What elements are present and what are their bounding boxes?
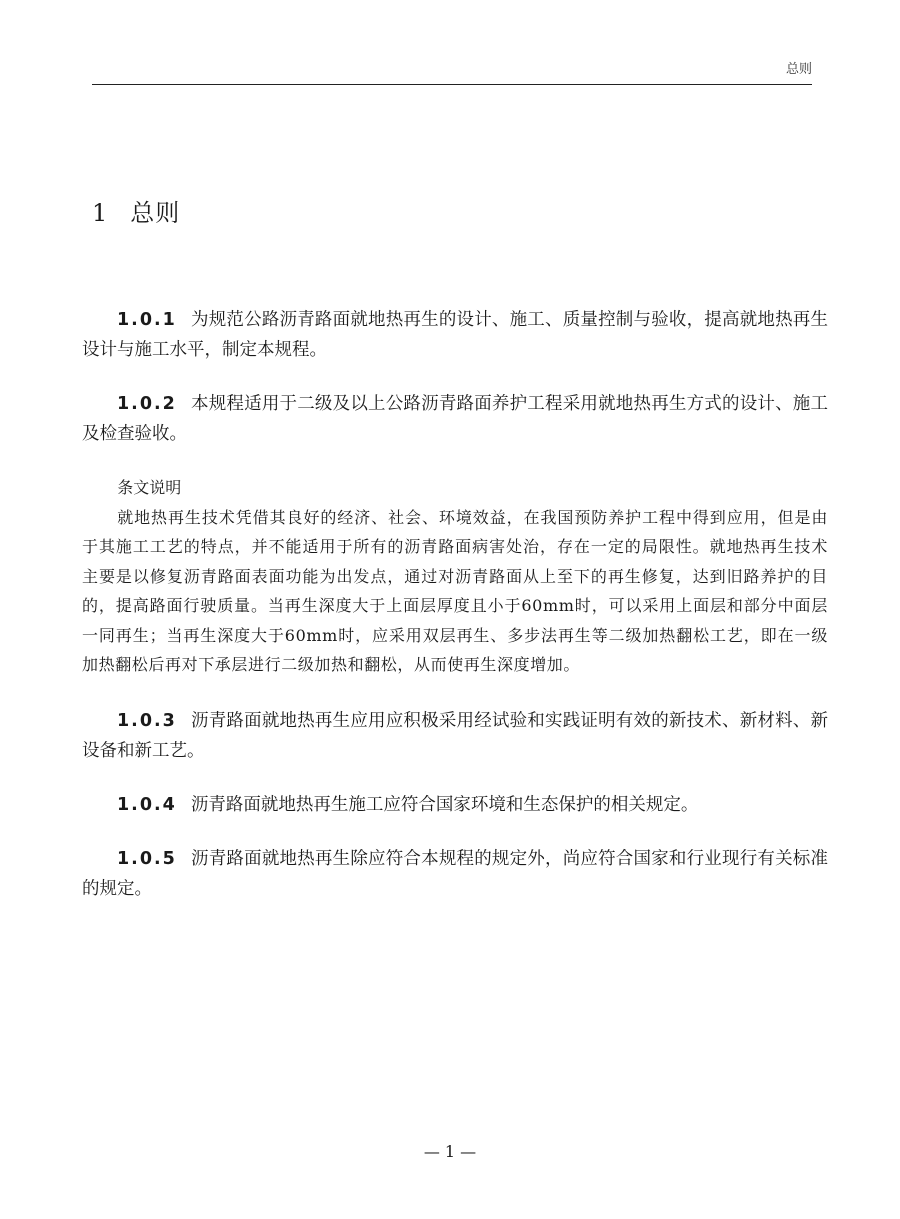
- clause-1-0-5: [82, 844, 828, 904]
- clause-number: 1.0.3: [117, 710, 177, 731]
- clause-text: 本规程适用于二级及以上公路沥青路面养护工程采用就地热再生方式的设计、施工及检查验收。: [82, 394, 828, 444]
- page-number: — 1 —: [423, 1142, 477, 1161]
- page-content: [82, 305, 828, 928]
- clause-text: 沥青路面就地热再生施工应符合国家环境和生态保护的相关规定。: [190, 794, 699, 815]
- clause-number: 1.0.5: [117, 848, 177, 869]
- clause-explanation: [82, 473, 828, 680]
- clause-1-0-2: [82, 389, 828, 449]
- clause-number: 1.0.4: [117, 794, 177, 815]
- chapter-title: [92, 193, 180, 228]
- explanation-heading: 条文说明: [117, 478, 182, 497]
- chapter-number: 1: [92, 199, 109, 227]
- clause-1-0-1: [82, 305, 828, 365]
- header-divider: [92, 84, 812, 85]
- clause-1-0-4: [82, 790, 828, 820]
- clause-number: 1.0.2: [117, 394, 177, 414]
- chapter-title-text: 总则: [130, 199, 181, 227]
- clause-text: 沥青路面就地热再生应用应积极采用经试验和实践证明有效的新技术、新材料、新设备和新工艺。: [82, 710, 828, 761]
- clause-number: 1.0.1: [117, 310, 177, 330]
- explanation-body: 就地热再生技术凭借其良好的经济、社会、环境效益，在我国预防养护工程中得到应用，但是由于其施工工艺的特点，并不能适用于所有的沥青路面病害处治，存在一定的局限性。就地热再生技术主要是以修复沥青路面表面功能为出发点，通过对沥青路面从上至下的再生修复，达到旧路养护的目的，提高路面行驶质量。当再生深度大于上面层厚度且小于60mm时，可以采用上面层和部分中面层一同再生；当再生深度大于60mm时，应采用双层再生、多步法再生等二级加热翻松工艺，即在一级加热翻松后再对下承层进行二级加热和翻松，从而使再生深度增加。: [82, 507, 828, 674]
- clause-1-0-3: [82, 706, 828, 766]
- clause-text: 为规范公路沥青路面就地热再生的设计、施工、质量控制与验收，提高就地热再生设计与施工水平，制定本规程。: [82, 310, 828, 360]
- clause-text: 沥青路面就地热再生除应符合本规程的规定外，尚应符合国家和行业现行有关标准的规定。: [82, 848, 828, 899]
- running-header: 总则: [785, 62, 812, 77]
